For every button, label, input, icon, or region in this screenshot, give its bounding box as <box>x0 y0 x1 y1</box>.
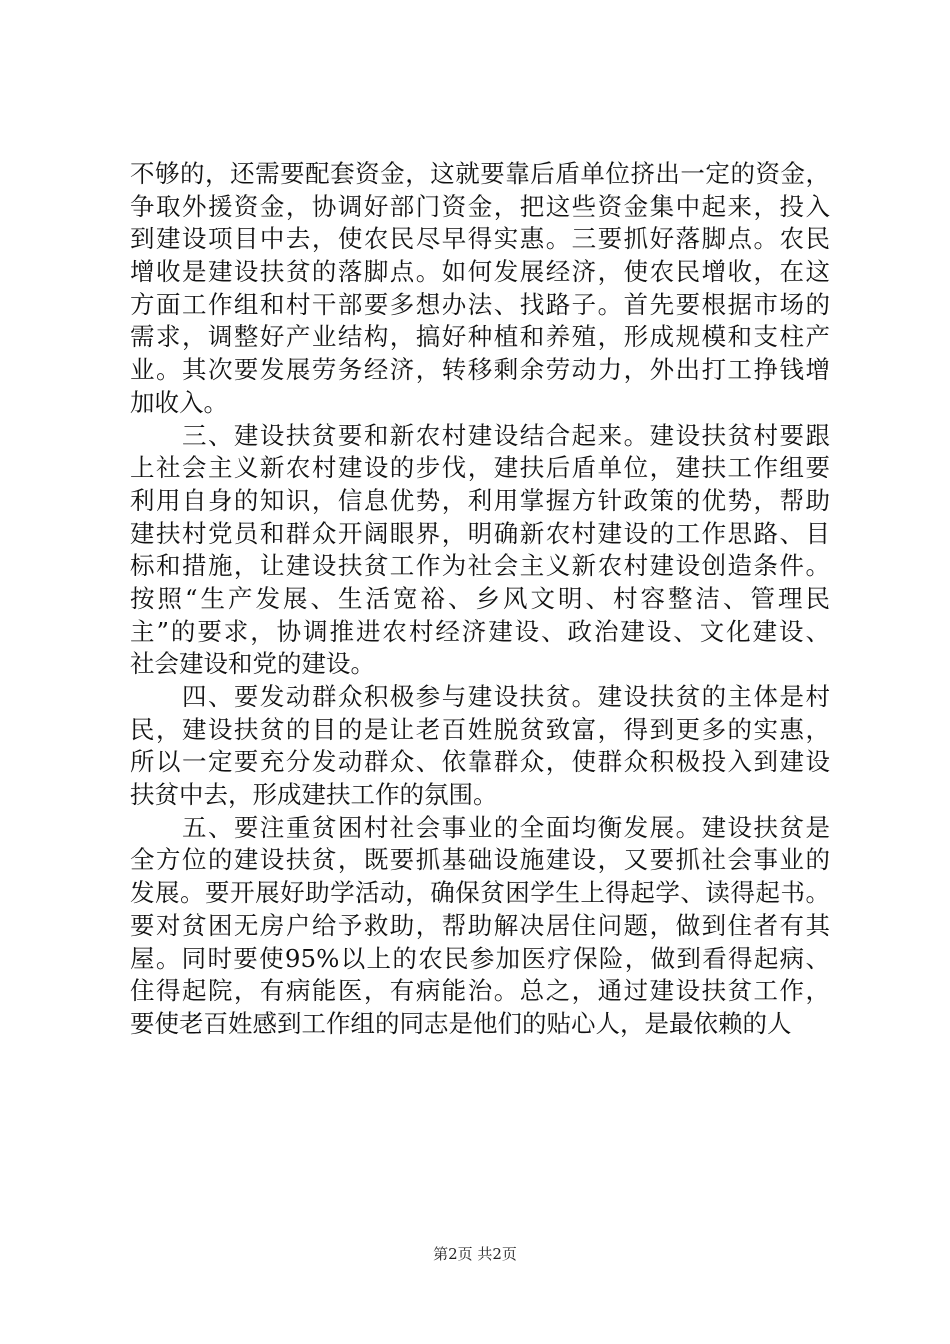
text-line: 要对贫困无房户给予救助，帮助解决居住问题，做到住者有其 <box>130 910 830 940</box>
text-line: 增收是建设扶贫的落脚点。如何发展经济，使农民增收，在这 <box>130 257 830 287</box>
text-line: 不够的，还需要配套资金，这就要靠后盾单位挤出一定的资金， <box>130 159 830 188</box>
text-line: 利用自身的知识，信息优势，利用掌握方针政策的优势，帮助 <box>130 485 830 515</box>
body-text <box>130 158 830 1041</box>
text-line: 住得起院，有病能医，有病能治。总之，通过建设扶贫工作， <box>130 976 830 1006</box>
text-line: 标和措施，让建设扶贫工作为社会主义新农村建设创造条件。 <box>130 551 830 581</box>
page-footer: 第2页 共2页 <box>433 1245 517 1263</box>
text-line: 社会建设和党的建设。 <box>130 649 375 679</box>
text-line: 业。其次要发展劳务经济，转移剩余劳动力，外出打工挣钱增 <box>130 355 830 385</box>
text-line: 民，建设扶贫的目的是让老百姓脱贫致富，得到更多的实惠， <box>130 714 830 744</box>
text-line: 按照“生产发展、生活宽裕、乡风文明、村容整洁、管理民 <box>130 583 830 613</box>
text-line: 四、要发动群众积极参与建设扶贫。建设扶贫的主体是村 <box>130 682 830 711</box>
text-line: 所以一定要充分发动群众、依靠群众，使群众积极投入到建设 <box>130 747 830 777</box>
text-line: 发展。要开展好助学活动，确保贫困学生上得起学、读得起书。 <box>130 878 830 908</box>
text-line: 方面工作组和村干部要多想办法、找路子。首先要根据市场的 <box>130 289 830 319</box>
text-line: 全方位的建设扶贫，既要抓基础设施建设，又要抓社会事业的 <box>130 845 830 875</box>
text-line: 上社会主义新农村建设的步伐，建扶后盾单位，建扶工作组要 <box>130 453 830 483</box>
text-line: 扶贫中去，形成建扶工作的氛围。 <box>130 780 498 810</box>
text-line: 屋。同时要使95%以上的农民参加医疗保险，做到看得起病、 <box>130 943 830 973</box>
text-line: 需求，调整好产业结构，搞好种植和养殖，形成规模和支柱产 <box>130 322 830 352</box>
text-line: 要使老百姓感到工作组的同志是他们的贴心人，是最依赖的人 <box>130 1008 792 1038</box>
text-line: 建扶村党员和群众开阔眼界，明确新农村建设的工作思路、目 <box>130 518 830 548</box>
text-line: 主”的要求，协调推进农村经济建设、政治建设、文化建设、 <box>130 616 830 646</box>
text-line: 五、要注重贫困村社会事业的全面均衡发展。建设扶贫是 <box>130 812 830 842</box>
text-line: 到建设项目中去，使农民尽早得实惠。三要抓好落脚点。农民 <box>130 224 830 254</box>
text-line: 三、建设扶贫要和新农村建设结合起来。建设扶贫村要跟 <box>130 420 830 450</box>
text-line: 加收入。 <box>130 387 228 417</box>
text-line: 争取外援资金，协调好部门资金，把这些资金集中起来，投入 <box>130 191 830 221</box>
